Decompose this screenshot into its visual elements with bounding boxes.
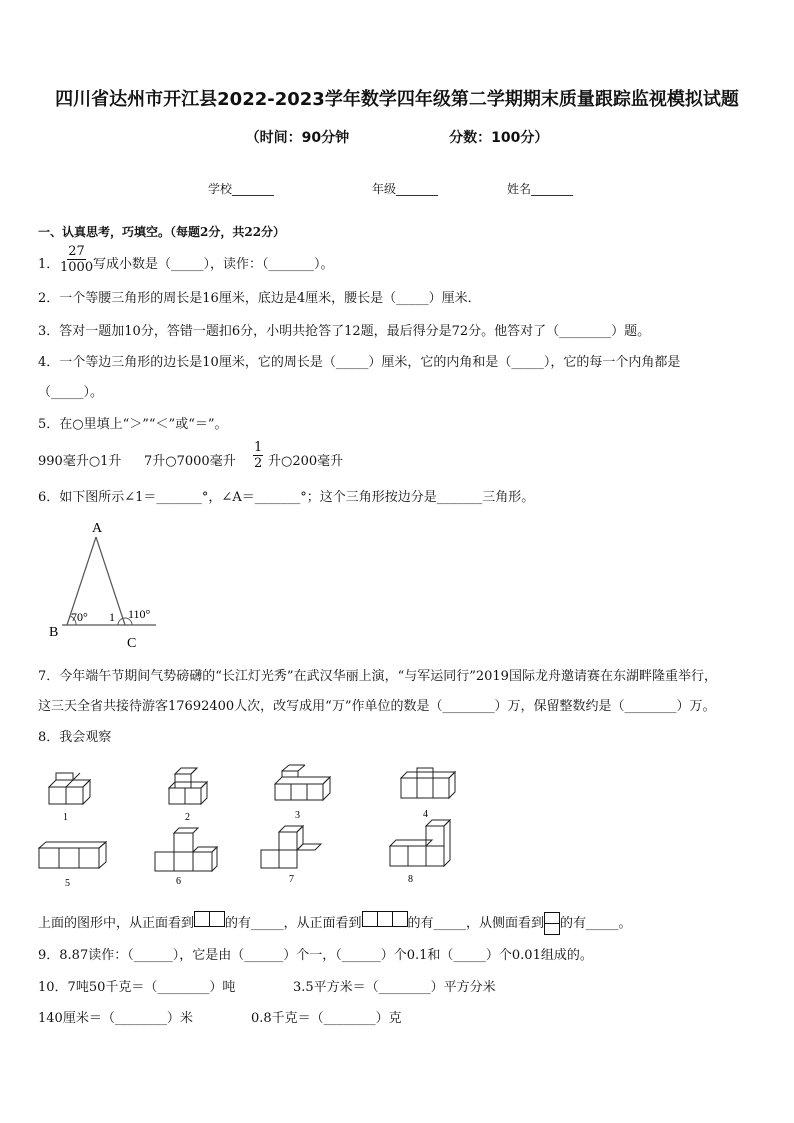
q5-item-b: 7升○7000毫升 [144, 454, 236, 469]
vertex-a-label: A [92, 521, 103, 536]
figure-label-2: 2 [185, 812, 190, 823]
q3-text: 3．答对一题加10分，答错一题扣6分，小明共抢答了12题，最后得分是72分。他答对了（________）题。 [38, 324, 651, 339]
front-view-three-squares [362, 911, 408, 927]
q8-part3: 的有_____，从侧面看到 [407, 916, 545, 931]
q7-line2: 这三天全省共接待游客17692400人次，改写成用“万”作单位的数是（________）万，保留整数约是（________）万。 [38, 699, 716, 714]
figure-label-4: 4 [423, 809, 428, 820]
angle-70-label: 70° [71, 610, 88, 624]
exam-subtitle [0, 130, 794, 146]
cube-figure-8 [390, 820, 450, 866]
school-field: 学校_______ [208, 182, 275, 196]
q10-b: 3.5平方米＝（________）平方分米 [293, 980, 496, 995]
figure-label-6: 6 [176, 876, 181, 887]
q5-fraction-denominator: 2 [254, 456, 263, 471]
total-score: 分数：100分） [449, 130, 549, 146]
cube-figure-3 [275, 765, 330, 800]
q6-triangle-figure [40, 515, 180, 653]
q8-part4: 的有_____。 [560, 916, 632, 931]
q2-text: 2．一个等腰三角形的周长是16厘米，底边是4厘米，腰长是（_____）厘米． [38, 291, 481, 306]
q8-part2: 的有_____，从正面看到 [225, 916, 362, 931]
q8-title: 8．我会观察 [38, 730, 112, 745]
angle-1-label: 1 [109, 610, 115, 624]
q8-part1: 上面的图形中，从正面看到 [38, 916, 195, 931]
vertex-c-label: C [127, 636, 137, 651]
q10-a: 10．7吨50千克＝（________）吨 [38, 980, 236, 995]
figure-label-8: 8 [408, 874, 413, 885]
q4-line1: 4．一个等边三角形的边长是10厘米，它的周长是（_____）厘米，它的内角和是（_____），它的每一个内角都是 [38, 355, 681, 370]
q5-item-c: 升○200毫升 [268, 454, 344, 469]
q1-number: 1． [38, 257, 60, 272]
name-field: 姓名_______ [507, 182, 574, 196]
q1-text: 写成小数是（_____），读作：（_______）。 [93, 257, 334, 272]
figure-label-5: 5 [65, 878, 70, 889]
figure-label-7: 7 [289, 874, 294, 885]
q5-fraction [253, 440, 263, 471]
vertex-b-label: B [49, 625, 59, 640]
cube-figures [35, 762, 475, 890]
cube-figure-6 [155, 828, 217, 871]
q1-fraction [60, 244, 93, 275]
cube-figure-4 [401, 768, 455, 798]
q7-line1: 7．今年端午节期间气势磅礴的“长江灯光秀”在武汉华丽上演，“与军运同行”2019国际龙舟邀请赛在东湖畔隆重举行， [38, 669, 717, 684]
section-heading: 一、认真思考，巧填空。（每题2分，共22分） [38, 225, 286, 239]
figure-label-1: 1 [63, 812, 68, 823]
q5-item-a: 990毫升○1升 [38, 454, 122, 469]
figure-label-3: 3 [295, 810, 300, 821]
q9-text: 9．8.87读作：（______），它是由（______）个一，（______）个0.1和（_____）个0.01组成的。 [38, 948, 593, 963]
side-view-two-squares [544, 912, 560, 935]
q4-line2: （_____）。 [38, 385, 104, 400]
q1-fraction-numerator: 27 [68, 244, 85, 259]
q10-c: 140厘米＝（________）米 [38, 1011, 193, 1026]
cube-figure-5 [39, 842, 106, 868]
q10-d: 0.8千克＝（________）克 [251, 1011, 402, 1026]
exam-title: 四川省达州市开江县2022-2023学年数学四年级第二学期期末质量跟踪监视模拟试题 [55, 89, 739, 110]
cube-figure-2 [169, 768, 207, 804]
time-limit: （时间：90分钟 [245, 130, 350, 146]
front-view-two-squares [194, 911, 225, 927]
q6-text: 6．如下图所示∠1＝_______°，∠A＝_______°；这个三角形按边分是_______三角形。 [38, 490, 535, 505]
cube-figure-1 [49, 773, 90, 804]
q5-fraction-numerator: 1 [254, 440, 263, 455]
q5-line1: 5．在○里填上“＞”“＜”或“＝”。 [38, 417, 228, 432]
q8-question [38, 911, 632, 935]
grade-field: 年级_______ [372, 182, 439, 196]
angle-110-label: 110° [128, 607, 151, 621]
cube-figure-7 [261, 826, 321, 868]
q1-fraction-denominator: 1000 [60, 260, 94, 275]
